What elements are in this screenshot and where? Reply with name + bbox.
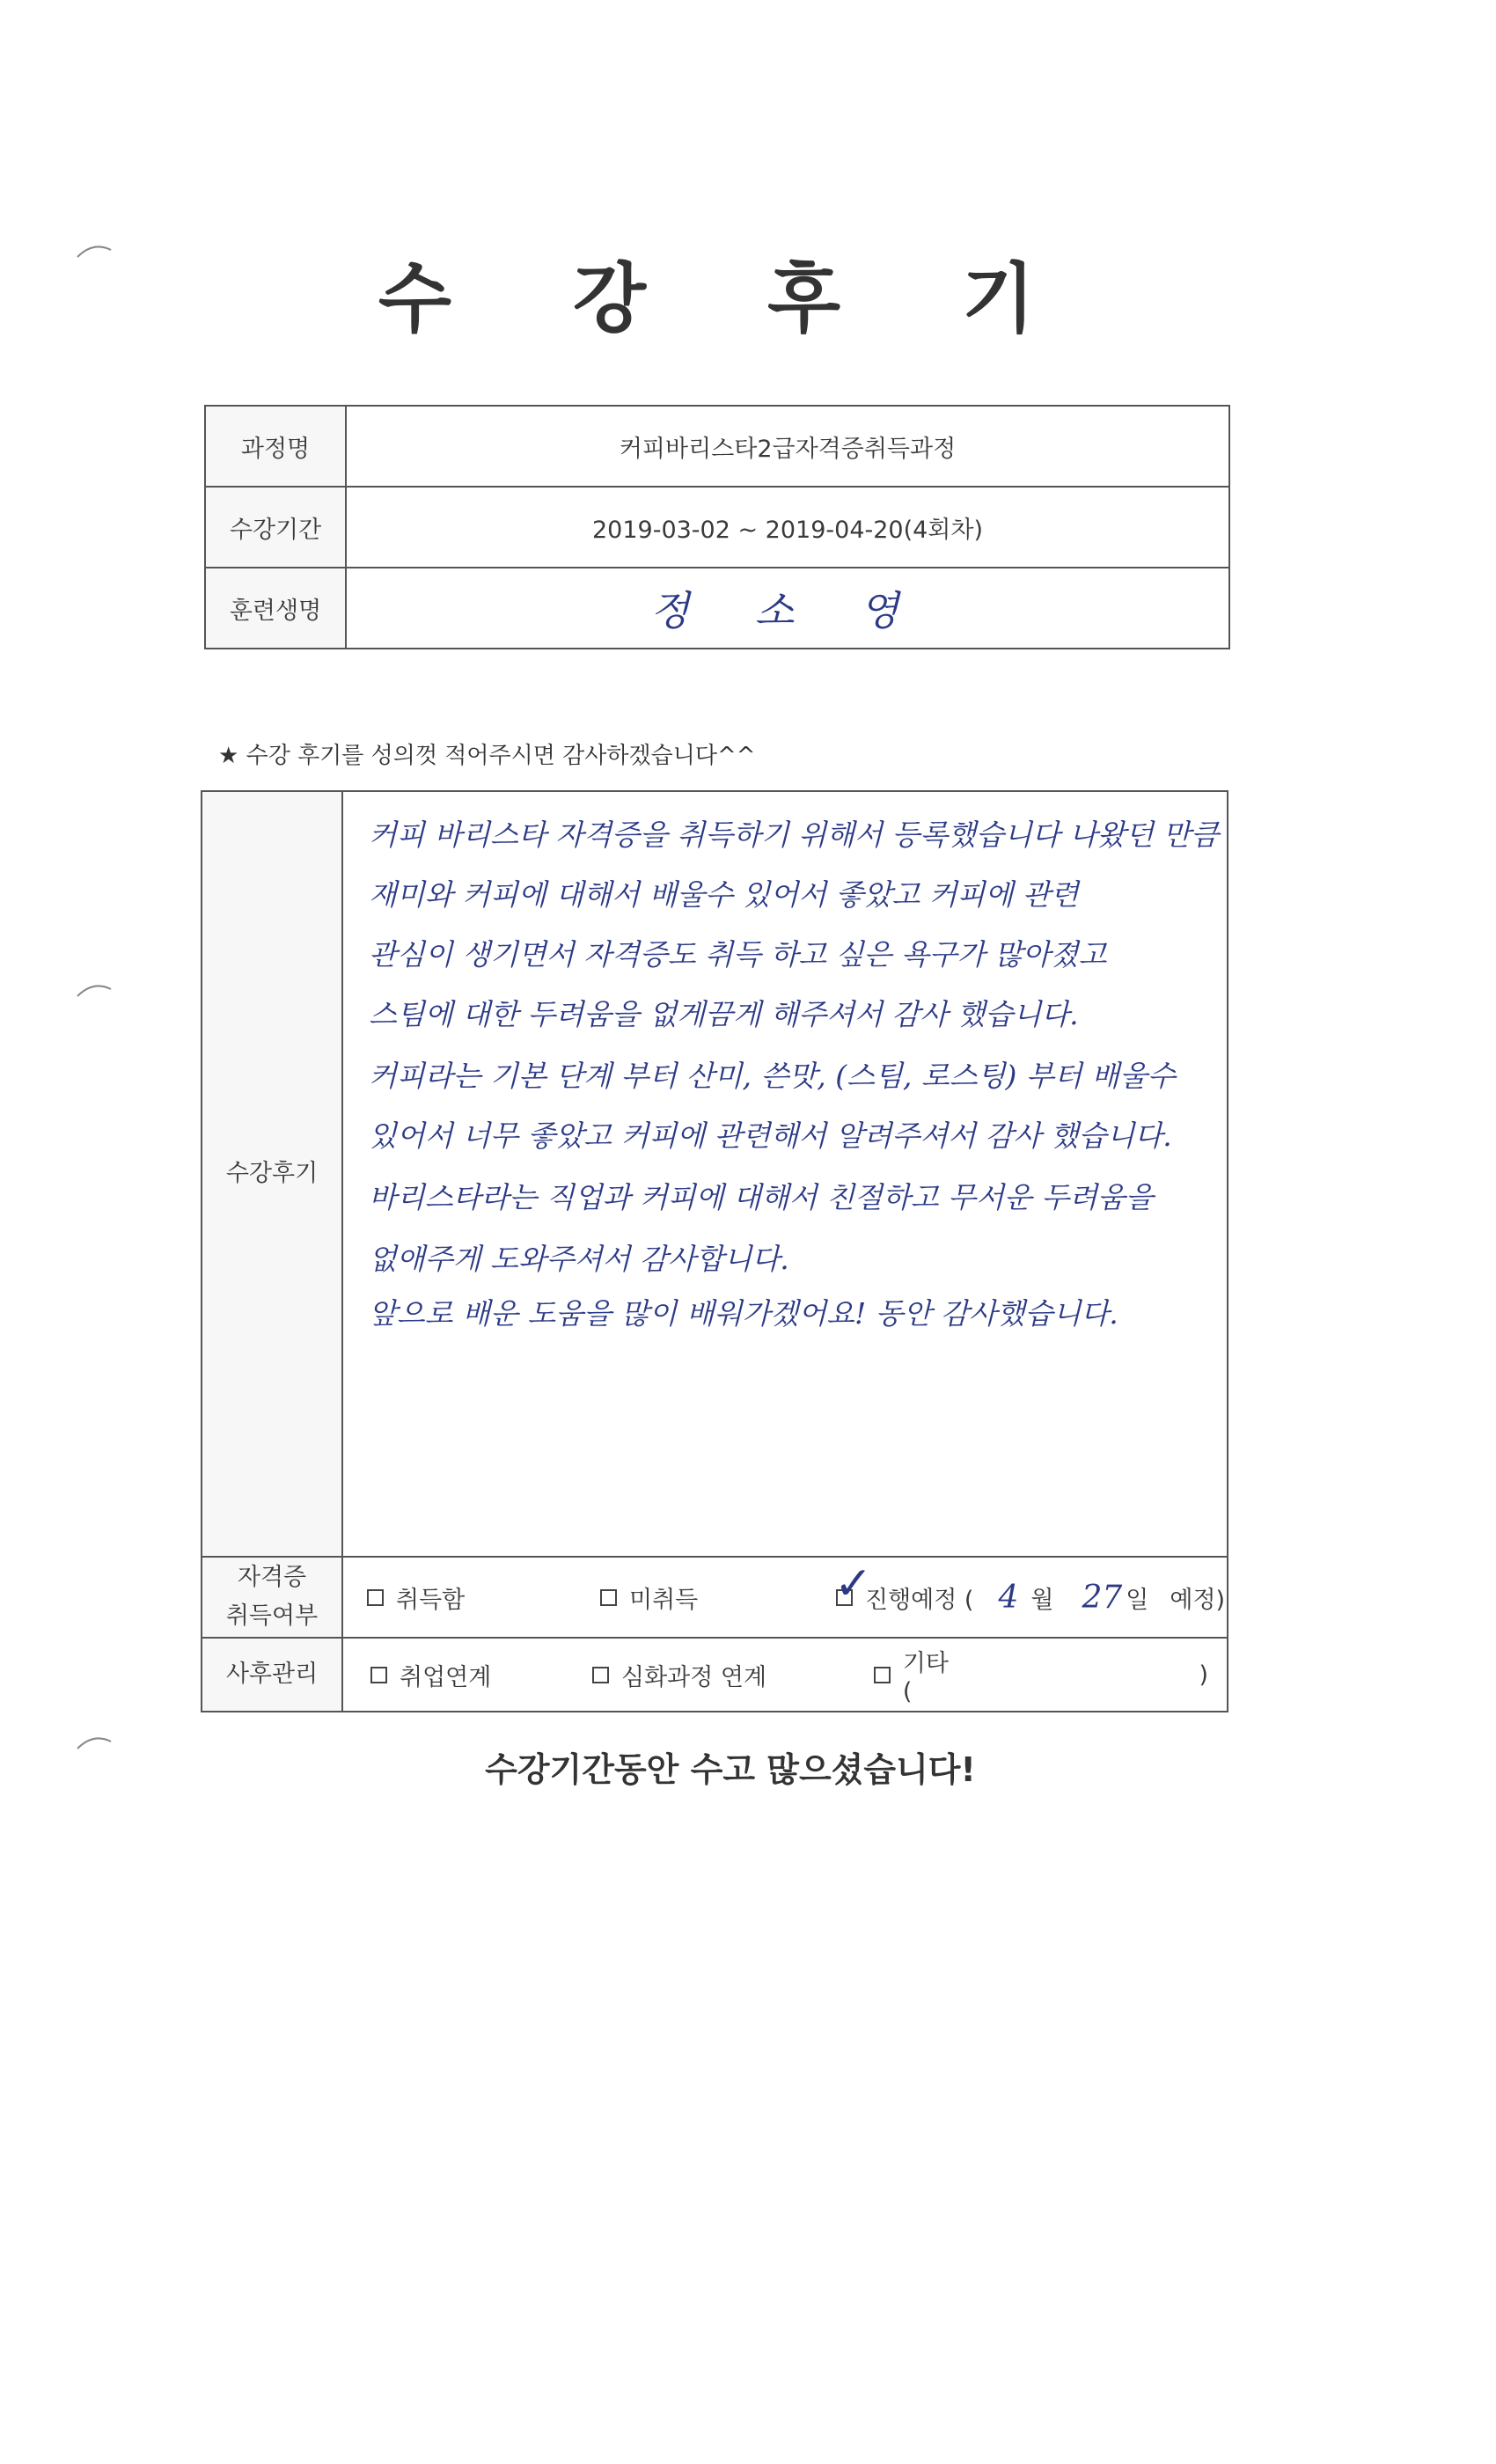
review-line: 없애주게 도와주셔서 감사합니다. bbox=[369, 1242, 789, 1276]
review-line: 앞으로 배운 도움을 많이 배워가겠어요! 동안 감사했습니다. bbox=[369, 1296, 1118, 1331]
course-value: 커피바리스타2급자격증취득과정 bbox=[346, 406, 1229, 487]
instruction-note: ★ 수강 후기를 성의껏 적어주시면 감사하겠습니다^^ bbox=[218, 743, 756, 769]
checkbox-advanced[interactable] bbox=[592, 1667, 609, 1683]
aftercare-options bbox=[342, 1638, 1228, 1712]
checkmark-icon: ✓ bbox=[834, 1557, 873, 1610]
certificate-label-line1: 자격증 bbox=[237, 1564, 307, 1591]
period-label: 수강기간 bbox=[205, 487, 346, 568]
month-handwritten: 4 bbox=[998, 1579, 1019, 1616]
checkbox-acquired[interactable] bbox=[367, 1589, 384, 1606]
option-other-label: 기타( bbox=[902, 1650, 949, 1705]
review-text-area[interactable] bbox=[342, 791, 1228, 1557]
checkbox-not-acquired[interactable] bbox=[600, 1589, 617, 1606]
review-label: 수강후기 bbox=[202, 791, 342, 1557]
option-not-acquired-label: 미취득 bbox=[629, 1586, 699, 1614]
option-advanced-label: 심화과정 연계 bbox=[621, 1663, 767, 1691]
review-row bbox=[202, 791, 1228, 1557]
review-line: 바리스타라는 직업과 커피에 대해서 친절하고 무서운 두려움을 bbox=[369, 1180, 1154, 1214]
aftercare-label: 사후관리 bbox=[202, 1638, 342, 1712]
option-employment-label: 취업연계 bbox=[400, 1663, 492, 1691]
checkbox-employment[interactable] bbox=[370, 1667, 387, 1683]
period-row bbox=[205, 487, 1229, 568]
punch-hole-mark bbox=[74, 977, 114, 1017]
period-value: 2019-03-02 ~ 2019-04-20(4회차) bbox=[346, 487, 1229, 568]
aftercare-row bbox=[202, 1638, 1228, 1712]
certificate-label bbox=[202, 1557, 342, 1638]
option-scheduled[interactable] bbox=[834, 1557, 1226, 1616]
review-line: 스팀에 대한 두려움을 없게끔게 해주셔서 감사 했습니다. bbox=[369, 997, 1079, 1031]
review-line: 커피라는 기본 단계 부터 산미, 쓴맛, (스팀, 로스팅) 부터 배울수 bbox=[369, 1059, 1176, 1093]
certificate-row bbox=[202, 1557, 1228, 1638]
closing-message: 수강기간동안 수고 많으셨습니다! bbox=[485, 1750, 976, 1789]
option-advanced[interactable] bbox=[592, 1658, 874, 1692]
day-handwritten: 27 bbox=[1082, 1579, 1123, 1616]
certificate-options bbox=[342, 1557, 1228, 1638]
option-not-acquired[interactable] bbox=[600, 1580, 836, 1615]
course-row bbox=[205, 406, 1229, 487]
checkbox-other[interactable] bbox=[874, 1667, 891, 1683]
month-unit: 월 bbox=[1030, 1586, 1054, 1614]
review-table bbox=[201, 790, 1228, 1712]
option-other[interactable] bbox=[874, 1644, 1208, 1705]
page-title: 수 강 후 기 bbox=[378, 255, 1083, 343]
review-line: 관심이 생기면서 자격증도 취득 하고 싶은 욕구가 많아졌고 bbox=[369, 937, 1107, 972]
certificate-label-line2: 취득여부 bbox=[225, 1602, 319, 1630]
trainee-row bbox=[205, 568, 1229, 649]
option-other-close: ) bbox=[1199, 1661, 1208, 1689]
option-scheduled-label: 진행예정 ( bbox=[865, 1586, 974, 1614]
review-line: 커피 바리스타 자격증을 취득하기 위해서 등록했습니다 나왔던 만큼 bbox=[369, 818, 1220, 852]
trainee-name-field[interactable] bbox=[346, 568, 1229, 649]
scheduled-suffix: 예정) bbox=[1170, 1586, 1226, 1614]
checkbox-scheduled-checked[interactable] bbox=[834, 1557, 873, 1610]
option-acquired[interactable] bbox=[367, 1580, 600, 1615]
option-employment[interactable] bbox=[370, 1658, 592, 1692]
course-info-table bbox=[204, 405, 1230, 649]
trainee-name-handwritten: 정 소 영 bbox=[649, 587, 926, 634]
course-label: 과정명 bbox=[205, 406, 346, 487]
trainee-label: 훈련생명 bbox=[205, 568, 346, 649]
option-acquired-label: 취득함 bbox=[396, 1586, 466, 1614]
review-line: 재미와 커피에 대해서 배울수 있어서 좋았고 커피에 관련 bbox=[369, 877, 1079, 912]
day-unit: 일 bbox=[1126, 1586, 1149, 1614]
review-line: 있어서 너무 좋았고 커피에 관련해서 알려주셔서 감사 했습니다. bbox=[369, 1118, 1172, 1153]
